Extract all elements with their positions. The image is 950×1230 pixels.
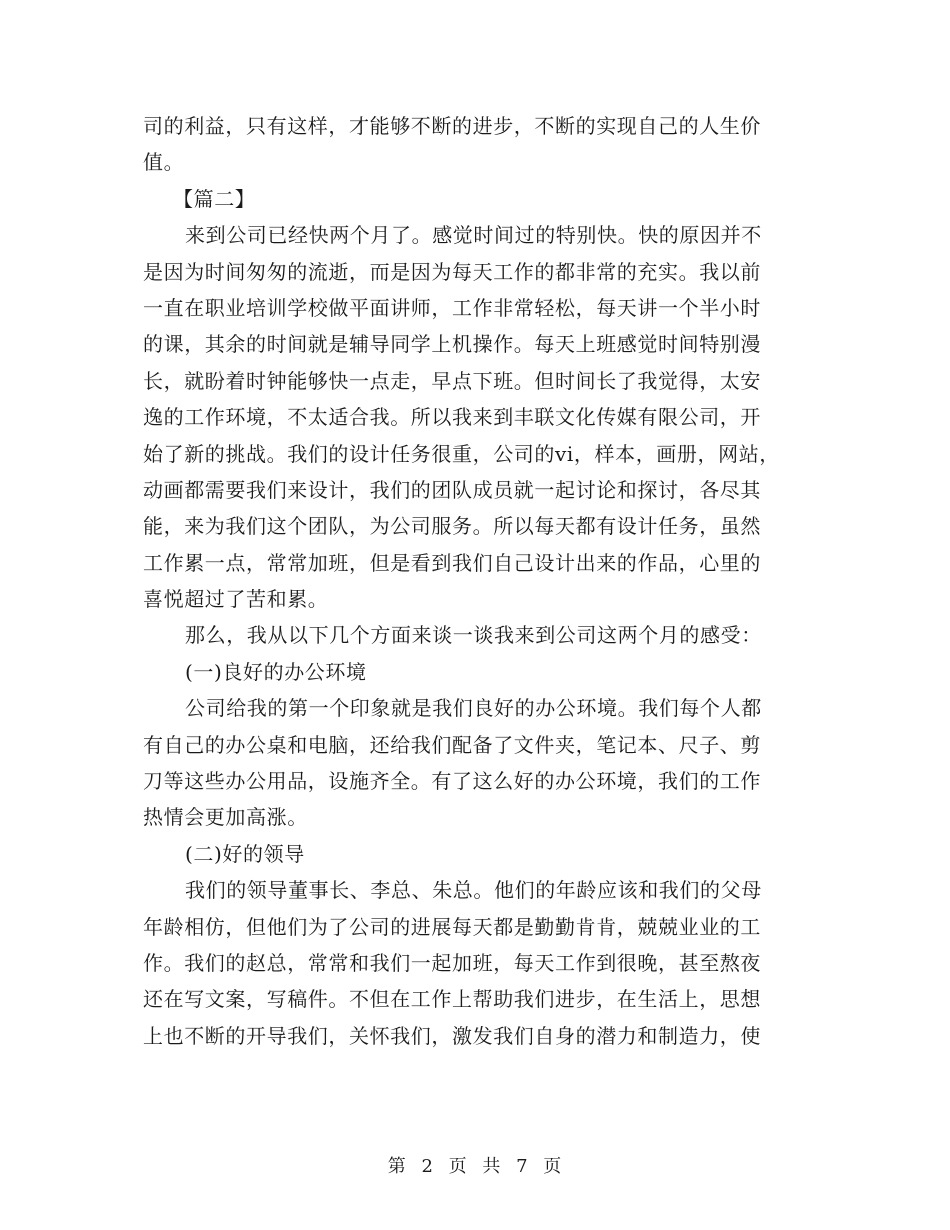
text-line: 还在写文案，写稿件。不但在工作上帮助我们进步，在生活上，思想	[143, 987, 761, 1012]
footer-page-word: 页	[448, 1156, 468, 1177]
text-line: 始了新的挑战。我们的设计任务很重，公司的vi，样本，画册，网站，	[143, 441, 780, 466]
text-line: 公司给我的第一个印象就是我们良好的办公环境。我们每个人都	[185, 696, 762, 721]
text-line: 工作累一点，常常加班，但是看到我们自己设计出来的作品，心里的	[143, 550, 761, 575]
text-line: 逸的工作环境，不太适合我。所以我来到丰联文化传媒有限公司，开	[143, 405, 761, 430]
text-line: 一直在职业培训学校做平面讲师，工作非常轻松，每天讲一个半小时	[143, 295, 761, 320]
text-line: 那么，我从以下几个方面来谈一谈我来到公司这两个月的感受：	[185, 623, 762, 648]
text-line: 年龄相仿，但他们为了公司的进展每天都是勤勤肯肯，兢兢业业的工	[143, 914, 761, 939]
footer-prefix: 第	[387, 1156, 407, 1177]
text-line: (二)好的领导	[185, 841, 305, 866]
text-line: 上也不断的开导我们，关怀我们，激发我们自身的潜力和制造力，使	[143, 1023, 761, 1048]
text-line: 来到公司已经快两个月了。感觉时间过的特别快。快的原因并不	[185, 223, 762, 248]
total-pages-number: 7	[516, 1156, 529, 1177]
text-line: 能，来为我们这个团队，为公司服务。所以每天都有设计任务，虽然	[143, 514, 761, 539]
text-line: 作。我们的赵总，常常和我们一起加班，每天工作到很晚，甚至熬夜	[143, 950, 761, 975]
text-line: 我们的领导董事长、李总、朱总。他们的年龄应该和我们的父母	[185, 878, 762, 903]
text-line: 热情会更加高涨。	[143, 805, 308, 830]
text-line: 动画都需要我们来设计，我们的团队成员就一起讨论和探讨，各尽其	[143, 477, 761, 502]
text-line: 司的利益，只有这样，才能够不断的进步，不断的实现自己的人生价	[143, 114, 761, 138]
text-line: 长，就盼着时钟能够快一点走，早点下班。但时间长了我觉得，太安	[143, 368, 761, 393]
text-line: (一)良好的办公环境	[185, 659, 367, 684]
document-body	[143, 108, 803, 1054]
footer-total-word: 共	[482, 1156, 502, 1177]
text-line: 有自己的办公桌和电脑，还给我们配备了文件夹，笔记本、尺子、剪	[143, 732, 761, 757]
text-line: 是因为时间匆匆的流逝，而是因为每天工作的都非常的充实。我以前	[143, 259, 761, 284]
text-line: 喜悦超过了苦和累。	[143, 587, 329, 612]
text-line: 的课，其余的时间就是辅导同学上机操作。每天上班感觉时间特别漫	[143, 332, 761, 357]
text-line: 值。	[143, 150, 185, 175]
page-footer	[0, 1152, 950, 1178]
footer-suffix: 页	[543, 1156, 563, 1177]
text-line: 【篇二】	[173, 186, 256, 211]
current-page-number: 2	[421, 1156, 434, 1177]
text-line: 刀等这些办公用品，设施齐全。有了这么好的办公环境，我们的工作	[143, 769, 761, 794]
